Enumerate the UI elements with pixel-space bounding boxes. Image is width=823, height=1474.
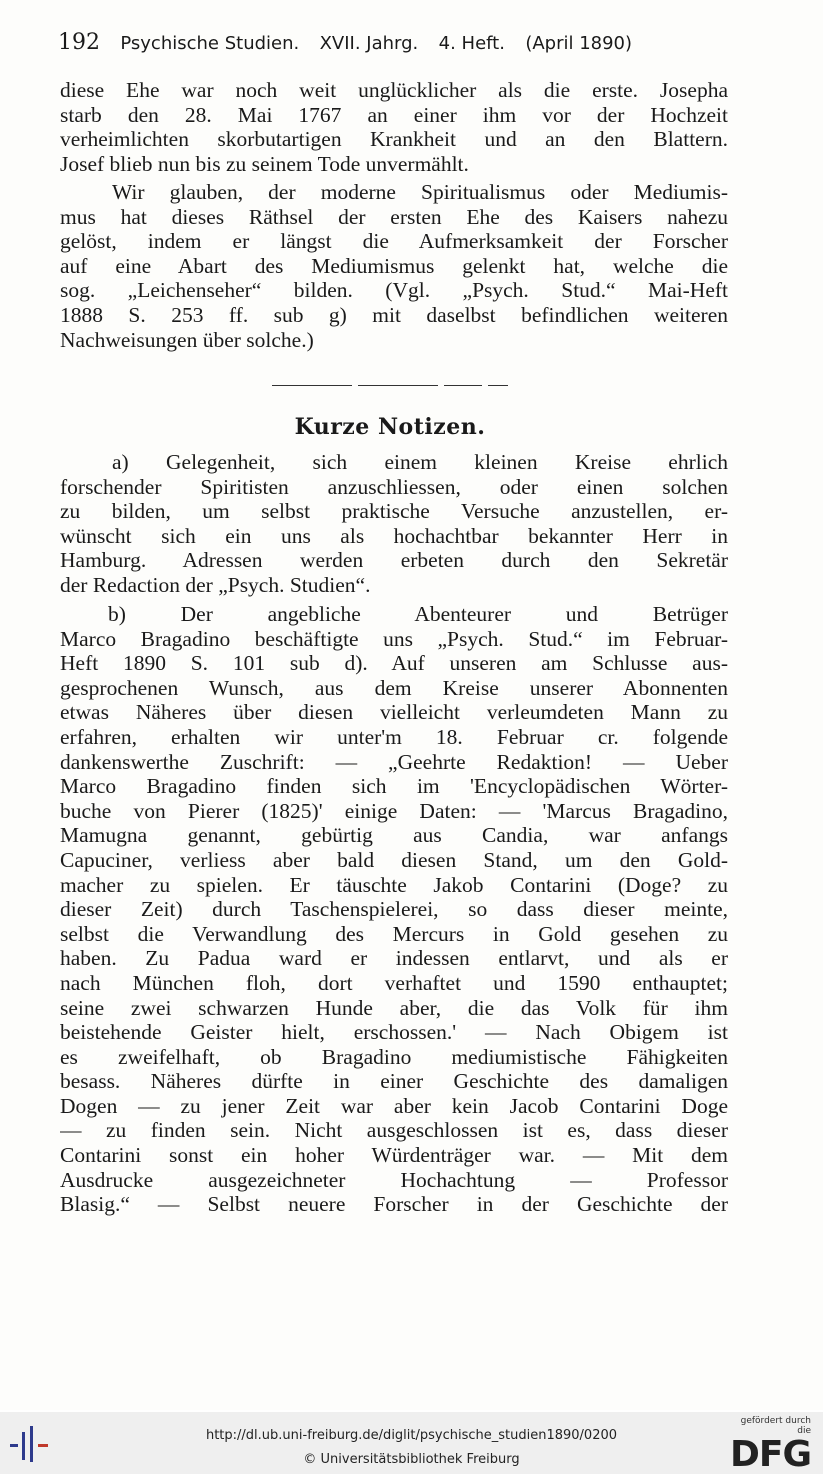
text-line: mus hat dieses Räthsel der ersten Ehe des Kaisers nahezu (60, 204, 728, 229)
text-line: beistehende Geister hielt, erschossen.' — Nach Obigem ist (60, 1020, 728, 1045)
text-line: der Redaction der „Psych. Studien“. (60, 572, 371, 597)
volume-label: XVII. Jahrg. (319, 33, 419, 54)
text-line: gelöst, indem er längst die Aufmerksamkeit der Forscher (60, 229, 728, 254)
text-line: a) Gelegenheit, sich einem kleinen Kreise ehrlich (112, 450, 728, 474)
text-line: Marco Bragadino beschäftigte uns „Psych. Stud.“ im Februar- (60, 626, 728, 651)
text-line: Blasig.“ — Selbst neuere Forscher in der Geschichte der (60, 1192, 728, 1217)
text-line: besass. Näheres dürfte in einer Geschichte des damaligen (60, 1069, 728, 1094)
second-paragraph (60, 180, 728, 352)
issue-date: (April 1890) (525, 33, 633, 54)
dfg-logo-text: DFG (729, 1434, 811, 1474)
copyright-notice: © Universitätsbibliothek Freiburg (303, 1452, 520, 1467)
section-heading: Kurze Notizen. (294, 414, 486, 440)
text-line: wünscht sich ein uns als hochachtbar bekannter Herr in (60, 523, 728, 548)
text-line: etwas Näheres über diesen vielleicht verleumdeten Mann zu (60, 700, 728, 725)
text-line: Hamburg. Adressen werden erbeten durch den Sekretär (60, 548, 728, 573)
issue-label: 4. Heft. (438, 33, 505, 54)
text-line: nach München floh, dort verhaftet und 1590 enthauptet; (60, 970, 728, 995)
viewer-footer (0, 1412, 823, 1474)
text-line: Nachweisungen über solche.) (60, 327, 314, 352)
text-line: forschender Spiritisten anzuschliessen, oder einen solchen (60, 474, 728, 499)
text-line: Ausdrucke ausgezeichneter Hochachtung — Professor (60, 1167, 728, 1192)
text-line: sog. „Leichenseher“ bilden. (Vgl. „Psych. Stud.“ Mai-Heft (60, 278, 728, 303)
text-line: Wir glauben, der moderne Spiritualismus oder Mediumis- (112, 180, 728, 204)
top-paragraph (60, 78, 728, 176)
text-line: auf eine Abart des Mediumismus gelenkt hat, welche die (60, 253, 728, 278)
text-line: gesprochenen Wunsch, aus dem Kreise unserer Abonnenten (60, 675, 728, 700)
journal-title: Psychische Studien. (120, 33, 300, 54)
text-line: Dogen — zu jener Zeit war aber kein Jacob Contarini Doge (60, 1093, 728, 1118)
permalink-url[interactable]: http://dl.ub.uni-freiburg.de/diglit/psychische_studien1890/0200 (205, 1428, 618, 1443)
text-line: b) Der angebliche Abenteurer und Betrüger (108, 602, 728, 626)
text-line: dankenswerthe Zuschrift: — „Geehrte Redaktion! — Ueber (60, 749, 728, 774)
text-line: haben. Zu Padua ward er indessen entlarvt, und als er (60, 946, 728, 971)
text-line: Contarini sonst ein hoher Würdenträger war. — Mit dem (60, 1143, 728, 1168)
text-line: diese Ehe war noch weit unglücklicher als die erste. Josepha (60, 78, 728, 102)
text-line: starb den 28. Mai 1767 an einer ihm vor der Hochzeit (60, 102, 728, 127)
page-number: 192 (58, 30, 100, 55)
text-line: seine zwei schwarzen Hunde aber, die das Volk für ihm (60, 995, 728, 1020)
text-line: macher zu spielen. Er täuschte Jakob Contarini (Doge? zu (60, 872, 728, 897)
text-line: Marco Bragadino finden sich im 'Encyclopädischen Wörter- (60, 774, 728, 799)
text-line: verheimlichten skorbutartigen Krankheit und an den Blattern. (60, 127, 728, 152)
dfg-logo (725, 1416, 811, 1474)
text-line: Mamugna genannt, gebürtig aus Candia, war anfangs (60, 823, 728, 848)
text-line: es zweifelhaft, ob Bragadino mediumistische Fähigkeiten (60, 1044, 728, 1069)
text-line: 1888 S. 253 ff. sub g) mit daselbst befindlichen weiteren (60, 302, 728, 327)
dfg-caption: gefördert durch die (740, 1416, 811, 1436)
text-line: buche von Pierer (1825)' einige Daten: — 'Marcus Bragadino, (60, 798, 728, 823)
running-header (58, 30, 728, 62)
text-line: Josef blieb nun bis zu seinem Tode unvermählt. (60, 151, 469, 176)
text-line: erfahren, erhalten wir unter'm 18. Februar cr. folgende (60, 724, 728, 749)
text-line: selbst die Verwandlung des Mercurs in Gold gesehen zu (60, 921, 728, 946)
text-line: — zu finden sein. Nicht ausgeschlossen ist es, dass dieser (60, 1118, 728, 1143)
text-line: Capuciner, verliess aber bald diesen Stand, um den Gold- (60, 847, 728, 872)
note-a (60, 450, 728, 598)
note-b (60, 602, 728, 1217)
section-divider (272, 385, 508, 387)
text-line: Heft 1890 S. 101 sub d). Auf unseren am Schlusse aus- (60, 651, 728, 676)
text-line: dieser Zeit) durch Taschenspielerei, so dass dieser meinte, (60, 897, 728, 922)
text-line: zu bilden, um selbst praktische Versuche anzustellen, er- (60, 499, 728, 524)
